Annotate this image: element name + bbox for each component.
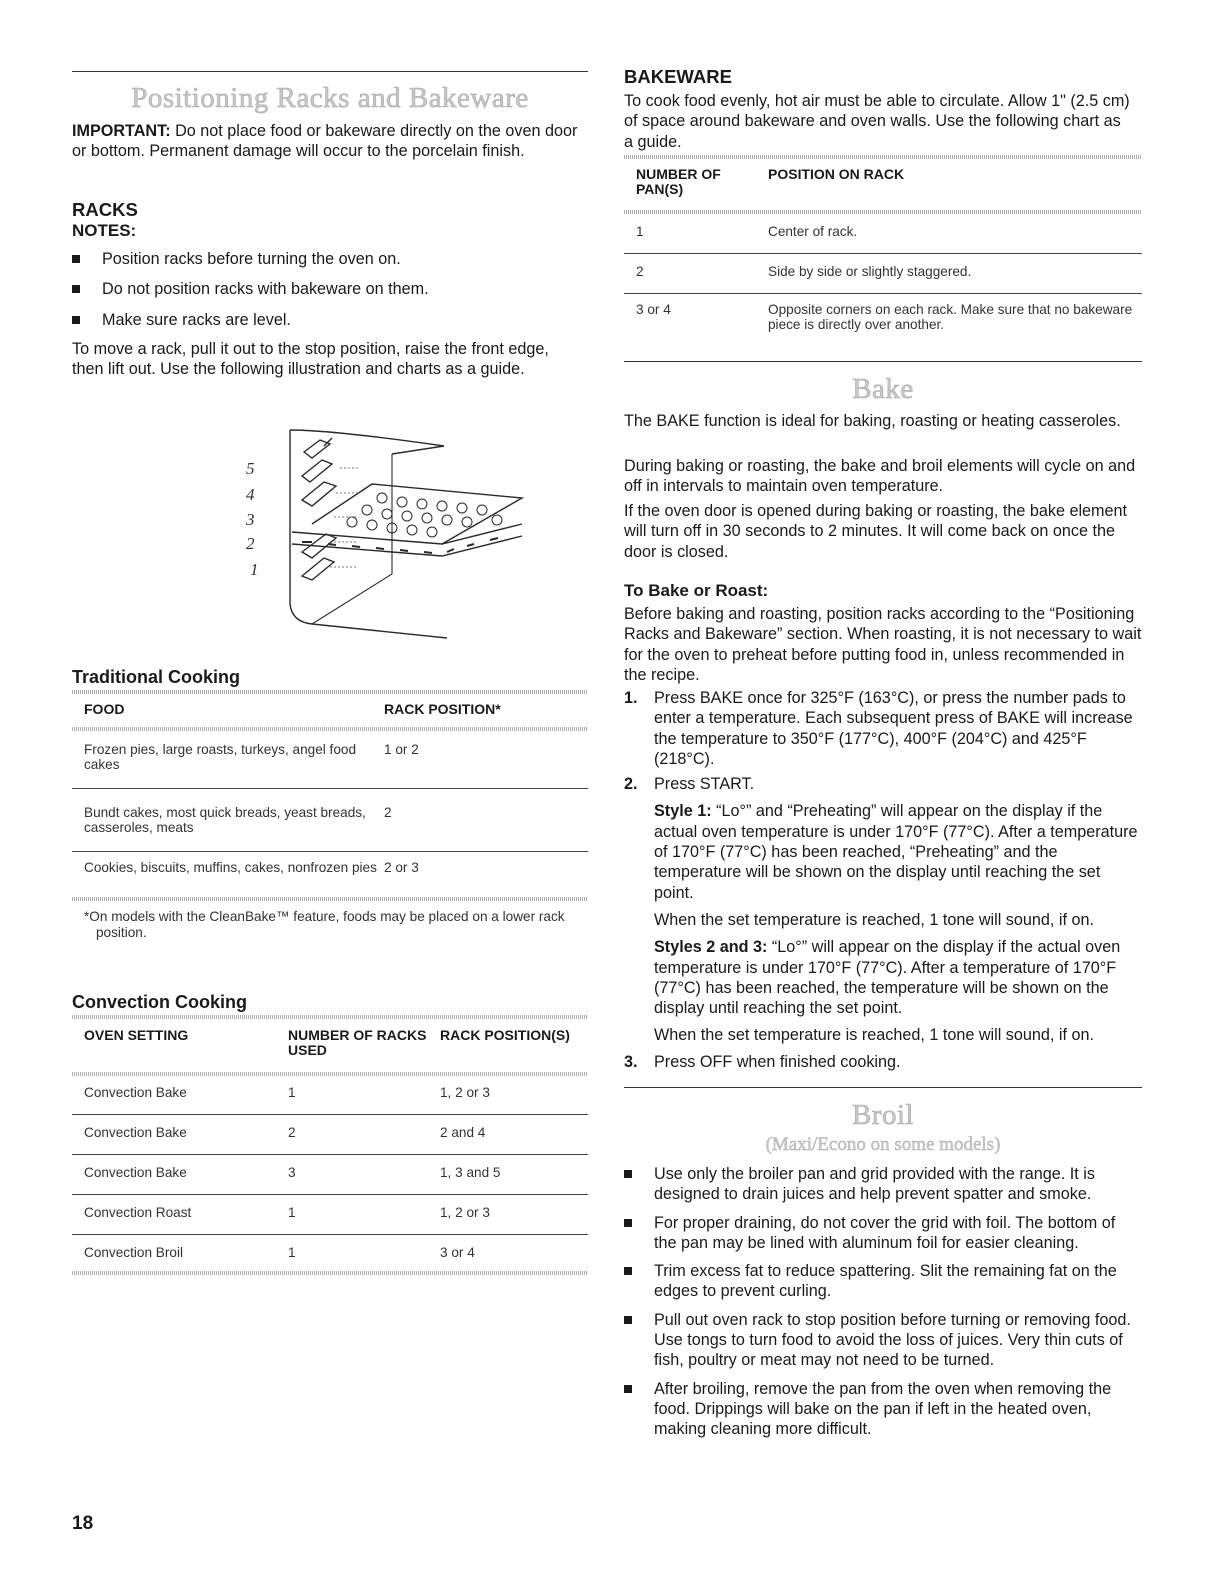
list-item: [624, 1164, 1142, 1205]
list-item: [624, 1379, 1142, 1440]
number-cell: 3: [288, 1155, 440, 1195]
number-cell: 2: [624, 254, 768, 294]
style1-paragraph: [624, 801, 1142, 902]
step-item: [624, 688, 1142, 769]
position-cell: 2 and 4: [440, 1115, 588, 1155]
table-row: [72, 1195, 588, 1235]
traditional-footnote: *On models with the CleanBake™ feature, foods may be placed on a lower rack position.: [84, 909, 565, 940]
col-header-number-pans: NUMBER OF PAN(S): [636, 166, 721, 197]
broil-text: Use only the broiler pan and grid provided with the range. It is designed to drain juices and help prevent spatter and smoke.: [654, 1165, 1095, 1204]
pans-table-body: [624, 222, 1142, 332]
section-title: Positioning Racks and Bakeware: [131, 82, 529, 114]
col-header-rack: RACK POSITION*: [384, 701, 501, 717]
bullet-icon: [624, 1267, 632, 1275]
col-header-setting: OVEN SETTING: [84, 1027, 189, 1043]
style23-paragraph: [624, 937, 1142, 1018]
table-header-rule: [624, 210, 1142, 214]
rack-cell: 1 or 2: [384, 738, 588, 789]
section-rule: [72, 71, 588, 72]
bake-title: Bake: [852, 373, 914, 405]
position-cell: 1, 2 or 3: [440, 1083, 588, 1115]
to-bake-intro: Before baking and roasting, position racks according to the “Positioning Racks and Bakeware” section. When roasting, it is not necessary to wait for the oven to preheat before putting food in, unless recommended in the recipe.: [624, 605, 1142, 684]
bakeware-heading: BAKEWARE: [624, 66, 732, 87]
step-text: Press BAKE once for 325°F (163°C), or press the number pads to enter a temperature. Each subsequent press of BAKE will increase the temperature to 350°F (177°C), 400°F (204°C) and 425°F (218°C).: [654, 689, 1133, 768]
list-item: [624, 1261, 1142, 1302]
step-number: 1.: [624, 689, 638, 707]
notes-heading: NOTES:: [72, 221, 137, 240]
list-item: [72, 310, 588, 330]
bullet-icon: [624, 1316, 632, 1324]
setting-cell: Convection Roast: [72, 1195, 288, 1235]
table-row: [72, 1155, 588, 1195]
bullet-icon: [624, 1219, 632, 1227]
oven-rack-illustration: [232, 424, 532, 649]
bullet-icon: [72, 255, 80, 263]
table-row: [72, 1083, 588, 1115]
traditional-table-body: [72, 738, 588, 885]
rack-cell: 2: [384, 789, 588, 852]
broil-text: Pull out oven rack to stop position before turning or removing food. Use tongs to turn food to avoid the loss of juices. Very thin cuts of fish, poultry or meat may not need to be turned.: [654, 1310, 1131, 1370]
bake-paragraph: During baking or roasting, the bake and broil elements will cycle on and off in intervals to maintain oven temperature.: [624, 457, 1136, 496]
step-number: 2.: [624, 775, 638, 794]
important-label: IMPORTANT:: [72, 122, 171, 140]
bake-paragraph: The BAKE function is ideal for baking, roasting or heating casseroles.: [624, 412, 1121, 430]
bullet-icon: [624, 1385, 632, 1393]
food-cell: Frozen pies, large roasts, turkeys, angel food cakes: [72, 738, 384, 789]
tone-paragraph: When the set temperature is reached, 1 tone will sound, if on.: [654, 910, 1095, 929]
style-text: “Lo°” and “Preheating” will appear on the display if the actual oven temperature is under 170°F (77°C). After a temperature of 170°F (77°C) has been reached, “Preheating” and the temperature will be shown on the display until reaching the set point.: [654, 802, 1138, 902]
broil-text: Trim excess fat to reduce spattering. Slit the remaining fat on the edges to prevent curling.: [654, 1262, 1117, 1301]
bullet-icon: [624, 1170, 632, 1178]
list-item: [624, 1213, 1142, 1254]
col-header-position: RACK POSITION(S): [440, 1027, 570, 1043]
style-label: Style 1:: [654, 802, 712, 821]
note-text: Position racks before turning the oven on.: [102, 250, 401, 268]
step-text: Press OFF when finished cooking.: [654, 1052, 901, 1071]
step-item: [624, 774, 1142, 794]
page-number: 18: [72, 1513, 94, 1534]
to-bake-heading: To Bake or Roast:: [624, 581, 769, 600]
rack-number-3: 3: [246, 510, 255, 529]
convection-table-header: [72, 1028, 588, 1058]
position-cell: Opposite corners on each rack. Make sure that no bakeware piece is directly over another.: [768, 302, 1133, 332]
broil-title: Broil: [851, 1099, 915, 1131]
note-text: Do not position racks with bakeware on them.: [102, 280, 429, 299]
style-text: “Lo°” will appear on the display if the actual oven temperature is under 170°F (77°C). After a temperature of 170°F (77°C) has been reached, the temperature will be shown on the display until reaching the set point.: [654, 938, 1121, 1018]
table-row: [72, 852, 588, 886]
style-label: Styles 2 and 3:: [654, 938, 768, 957]
move-rack-paragraph: To move a rack, pull it out to the stop position, raise the front edge, then lift out. Use the following illustration and charts as a guide.: [72, 340, 549, 379]
bake-paragraph: If the oven door is opened during baking or roasting, the bake element will turn off in 30 seconds to 2 minutes. It will come back on once the door is closed.: [624, 502, 1128, 561]
list-item: [72, 249, 588, 269]
important-note: [72, 121, 588, 162]
food-cell: Bundt cakes, most quick breads, yeast breads, casseroles, meats: [72, 789, 384, 852]
food-cell: Cookies, biscuits, muffins, cakes, nonfrozen pies: [84, 860, 377, 875]
setting-cell: Convection Broil: [84, 1245, 183, 1260]
section-rule: [624, 361, 1142, 362]
important-text: Do not place food or bakeware directly on the oven door or bottom. Permanent damage will occur to the porcelain finish.: [72, 122, 578, 161]
number-cell: 1: [288, 1083, 440, 1115]
rack-cell: 2 or 3: [384, 860, 419, 875]
rack-number-5: 5: [246, 459, 255, 478]
bullet-icon: [72, 316, 80, 324]
step-number: 3.: [624, 1052, 638, 1071]
broil-list: [624, 1164, 1142, 1440]
table-top-rule: [72, 1015, 588, 1019]
tone-paragraph: When the set temperature is reached, 1 tone will sound, if on.: [654, 1026, 1095, 1045]
table-top-rule: [624, 155, 1142, 159]
convection-heading: Convection Cooking: [72, 992, 247, 1012]
col-header-food: FOOD: [84, 701, 125, 717]
traditional-heading: Traditional Cooking: [72, 667, 241, 687]
bakeware-paragraph: To cook food evenly, hot air must be able to circulate. Allow 1" (2.5 cm) of space around bakeware and oven walls. Use the following chart as a guide.: [624, 92, 1130, 151]
list-item: [72, 279, 588, 299]
step-item: [624, 1052, 1142, 1072]
table-row: [72, 1235, 588, 1271]
position-cell: Side by side or slightly staggered.: [768, 254, 1142, 294]
number-cell: 3 or 4: [636, 302, 671, 317]
table-top-rule: [72, 690, 588, 694]
col-header-position-on-rack: POSITION ON RACK: [768, 166, 905, 182]
broil-text: After broiling, remove the pan from the oven when removing the food. Drippings will bake on the pan if left in the heated oven, making cleaning more difficult.: [654, 1379, 1112, 1439]
table-row: [72, 789, 588, 852]
setting-cell: Convection Bake: [72, 1115, 288, 1155]
table-header-rule: [72, 1072, 588, 1076]
position-cell: 1, 2 or 3: [440, 1195, 588, 1235]
col-header-number: NUMBER OF RACKS USED: [288, 1027, 427, 1058]
number-cell: 1: [288, 1195, 440, 1235]
pans-table-header: [624, 167, 1142, 197]
table-row: [624, 222, 1142, 254]
rack-number-2: 2: [246, 534, 255, 553]
notes-list: [72, 249, 588, 330]
position-cell: 3 or 4: [440, 1245, 475, 1260]
list-item: [624, 1310, 1142, 1371]
table-header-rule: [72, 727, 588, 731]
traditional-table: [72, 700, 588, 729]
racks-heading: RACKS: [72, 199, 138, 220]
broil-text: For proper draining, do not cover the grid with foil. The bottom of the pan may be lined with aluminum foil for easier cleaning.: [654, 1213, 1116, 1252]
table-row: [72, 738, 588, 789]
step-text: Press START.: [654, 775, 755, 794]
note-text: Make sure racks are level.: [102, 310, 291, 329]
table-bottom-rule: [72, 1271, 588, 1275]
setting-cell: Convection Bake: [72, 1083, 288, 1115]
table-row: [624, 254, 1142, 294]
position-cell: Center of rack.: [768, 222, 1142, 254]
bake-steps: [624, 688, 1142, 1072]
number-cell: 1: [288, 1245, 296, 1260]
rack-number-1: 1: [250, 560, 259, 579]
convection-table-body: [72, 1083, 588, 1270]
section-rule: [624, 1087, 1142, 1088]
table-row: [72, 1115, 588, 1155]
table-row: [624, 294, 1142, 333]
setting-cell: Convection Bake: [72, 1155, 288, 1195]
rack-number-4: 4: [246, 485, 255, 504]
bullet-icon: [72, 285, 80, 293]
table-bottom-rule: [72, 897, 588, 901]
position-cell: 1, 3 and 5: [440, 1155, 588, 1195]
number-cell: 1: [624, 222, 768, 254]
broil-subtitle: (Maxi/Econo on some models): [765, 1134, 1001, 1155]
number-cell: 2: [288, 1115, 440, 1155]
